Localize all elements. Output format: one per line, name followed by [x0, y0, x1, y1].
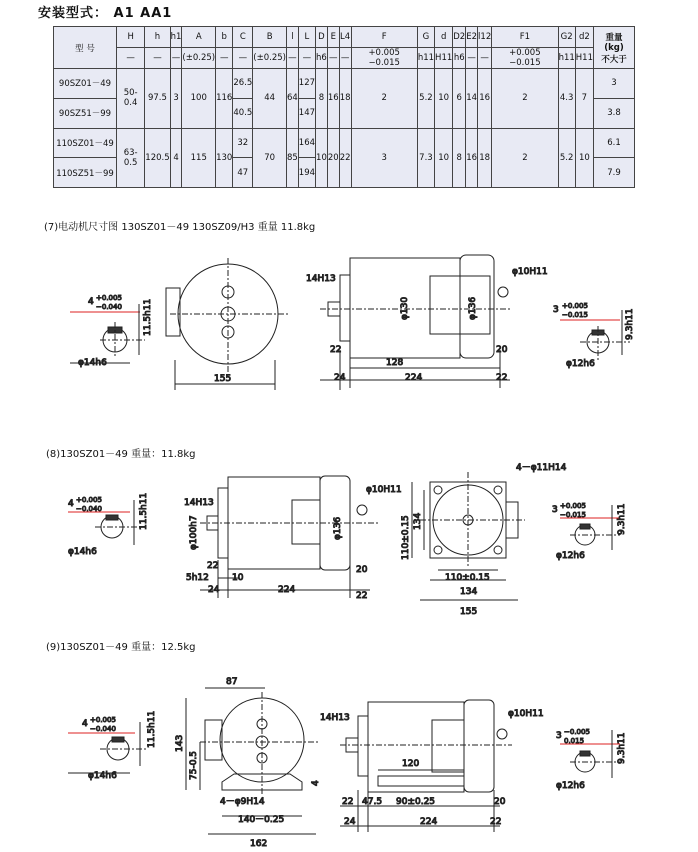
tol-cell: —	[327, 48, 339, 69]
s7-d20: 20	[496, 345, 508, 355]
col-header: d2	[575, 27, 593, 48]
data-cell: 20	[327, 128, 339, 188]
s8-r-tol2: −0.015	[560, 511, 586, 519]
s7-shaft-section	[70, 304, 145, 363]
col-header: d	[435, 27, 453, 48]
s9-key14: 14H13	[320, 713, 350, 723]
data-cell: 50-0.4	[117, 69, 145, 129]
tol-cell: —	[145, 48, 170, 69]
col-header: b	[216, 27, 233, 48]
s8-d155: 155	[460, 607, 478, 617]
data-cell: 3	[351, 128, 417, 188]
data-cell: 2	[351, 69, 417, 129]
data-cell: 18	[478, 128, 492, 188]
s8-r-key: 9.3h11	[617, 503, 627, 535]
s9-d224: 224	[420, 817, 438, 827]
s8-d100: φ100h7	[189, 515, 199, 550]
tol-cell: (±0.25)	[182, 48, 216, 69]
tol-cell: —	[478, 48, 492, 69]
s9-r-key: 9.3h11	[617, 732, 627, 764]
s8-d5: 5h12	[186, 573, 209, 583]
tol-cell: —	[233, 48, 253, 69]
s8-r-tol1: +0.005	[560, 502, 586, 510]
col-header: F	[351, 27, 417, 48]
s9-hole10: φ10H11	[508, 709, 544, 719]
s7-d-tol2: −0.040	[96, 303, 122, 311]
s7-r-tol2: −0.015	[562, 311, 588, 319]
s8-holes: 4－φ11H14	[516, 463, 567, 473]
s8-d-tol2: −0.040	[76, 505, 102, 513]
col-header: F1	[492, 27, 558, 48]
tol-cell: +0.005 −0.015	[492, 48, 558, 69]
s8-d22b: 22	[356, 591, 368, 601]
s9-d-tol1: +0.005	[90, 716, 116, 724]
s7-d-tol1: +0.005	[96, 294, 122, 302]
tol-cell: H11	[575, 48, 593, 69]
s8-d110h: 110±0.15	[445, 573, 490, 583]
model-cell: 110SZ51－99	[54, 158, 117, 188]
s8-d224: 224	[278, 585, 296, 595]
col-header: E	[327, 27, 339, 48]
s7-shaft: φ14h6	[78, 358, 107, 368]
s7-d224: 224	[405, 373, 423, 383]
data-cell: 10	[575, 128, 593, 188]
s8-shaft: φ14h6	[68, 547, 97, 557]
s7-d128: 128	[386, 358, 404, 368]
tol-cell: h11	[417, 48, 434, 69]
weight-cell: 3	[594, 69, 635, 99]
col-header: D	[316, 27, 328, 48]
data-cell: 7.3	[417, 128, 434, 188]
data-cell: 127	[298, 69, 315, 99]
data-cell: 8	[316, 69, 328, 129]
section7-heading: (7)电动机尺寸图 130SZ01－49 130SZ09/H3 重量 11.8kg	[44, 222, 316, 233]
s7-d130: φ130	[400, 296, 410, 320]
s9-d143: 143	[175, 734, 185, 752]
s7-r-key: 9.3h11	[625, 308, 635, 340]
s9-shaft: φ14h6	[88, 771, 117, 781]
model-cell: 90SZ51－99	[54, 98, 117, 128]
data-cell: 5.2	[558, 128, 575, 188]
col-header: A	[182, 27, 216, 48]
col-header: L4	[339, 27, 351, 48]
col-header: G	[417, 27, 434, 48]
tol-cell: H11	[435, 48, 453, 69]
s9-holes: 4－φ9H14	[220, 797, 265, 807]
s8-d-top: 4	[68, 499, 74, 509]
s8-d-tol1: +0.005	[76, 496, 102, 504]
tol-cell: —	[466, 48, 478, 69]
col-header: l12	[478, 27, 492, 48]
tol-cell: —	[170, 48, 182, 69]
tol-cell: h11	[558, 48, 575, 69]
s9-front-view	[186, 688, 320, 834]
s9-d24: 24	[344, 817, 356, 827]
s9-d20: 20	[494, 797, 506, 807]
col-header: L	[298, 27, 315, 48]
s9-d162: 162	[250, 839, 268, 849]
s9-r-tol1: −0.005	[564, 728, 590, 736]
s8-d20: 20	[356, 565, 368, 575]
s9-d120: 120	[402, 759, 420, 769]
s8-d22: 22	[207, 561, 219, 571]
data-cell: 63-0.5	[117, 128, 145, 188]
data-cell: 32	[233, 128, 253, 158]
s9-d4: 4	[311, 780, 321, 786]
s9-key-h: 11.5h11	[147, 710, 157, 748]
weight-cell: 7.9	[594, 158, 635, 188]
s8-hole10: φ10H11	[366, 485, 402, 495]
s8-d110v: 110±0.15	[401, 515, 411, 560]
tol-cell: —	[286, 48, 298, 69]
s8-side-view	[200, 476, 380, 598]
model-cell: 90SZ01－49	[54, 69, 117, 99]
data-cell: 4	[170, 128, 182, 188]
s7-r-top: 3	[553, 305, 559, 315]
data-cell: 64	[286, 69, 298, 129]
col-header: h1	[170, 27, 182, 48]
tol-cell: (±0.25)	[253, 48, 287, 69]
section9-heading: (9)130SZ01－49 重量：12.5kg	[46, 642, 196, 653]
s7-hole10: φ10H11	[512, 267, 548, 277]
data-cell: 47	[233, 158, 253, 188]
data-cell: 2	[492, 69, 558, 129]
data-cell: 5.2	[417, 69, 434, 129]
col-header: h	[145, 27, 170, 48]
data-cell: 16	[327, 69, 339, 129]
s8-r-top: 3	[552, 505, 558, 515]
s7-front-view	[166, 258, 290, 390]
s9-r-shaft: φ12h6	[556, 781, 585, 791]
data-cell: 115	[182, 128, 216, 188]
tol-cell: h6	[453, 48, 466, 69]
col-header: G2	[558, 27, 575, 48]
s7-key-h: 11.5h11	[143, 298, 153, 336]
data-cell: 97.5	[145, 69, 170, 129]
data-cell: 10	[316, 128, 328, 188]
data-cell: 130	[216, 128, 233, 188]
s8-d10: 10	[232, 573, 244, 583]
data-cell: 2	[492, 128, 558, 188]
s7-key14: 14H13	[306, 274, 336, 284]
data-cell: 7	[575, 69, 593, 129]
col-header: C	[233, 27, 253, 48]
data-cell: 26.5	[233, 69, 253, 99]
s8-r-shaft: φ12h6	[556, 551, 585, 561]
data-cell: 4.3	[558, 69, 575, 129]
weight-header: 重量 (kg) 不大于	[594, 27, 635, 69]
s9-d22b: 22	[490, 817, 502, 827]
s8-key-h: 11.5h11	[139, 492, 149, 530]
data-cell: 22	[339, 128, 351, 188]
weight-cell: 6.1	[594, 128, 635, 158]
col-header: B	[253, 27, 287, 48]
page-title: 安装型式： A1 AA1	[38, 6, 173, 21]
data-cell: 100	[182, 69, 216, 129]
data-cell: 44	[253, 69, 287, 129]
col-header: H	[117, 27, 145, 48]
model-cell: 110SZ01－49	[54, 128, 117, 158]
s9-r-tol2: 0.015	[564, 737, 585, 745]
data-cell: 120.5	[145, 128, 170, 188]
s7-d22a: 22	[330, 345, 342, 355]
data-cell: 6	[453, 69, 466, 129]
s8-d24: 24	[208, 585, 220, 595]
data-cell: 164	[298, 128, 315, 158]
data-cell: 70	[253, 128, 287, 188]
data-cell: 10	[435, 69, 453, 129]
s9-r-top: 3	[556, 731, 562, 741]
data-cell: 10	[435, 128, 453, 188]
s8-d134h: 134	[460, 587, 478, 597]
s9-d75: 75-0.5	[189, 750, 199, 780]
data-cell: 16	[466, 128, 478, 188]
s9-d22a: 22	[342, 797, 354, 807]
tol-cell: h6	[316, 48, 328, 69]
s9-d47: 47.5	[362, 797, 383, 807]
s7-d24: 24	[334, 373, 346, 383]
col-header: D2	[453, 27, 466, 48]
s7-r-shaft: φ12h6	[566, 359, 595, 369]
s8-d134v: 134	[413, 512, 423, 530]
tol-cell: —	[117, 48, 145, 69]
data-cell: 14	[466, 69, 478, 129]
model-header: 型 号	[54, 27, 117, 69]
data-cell: 40.5	[233, 98, 253, 128]
data-cell: 116	[216, 69, 233, 129]
s9-d90: 90±0.25	[396, 797, 436, 807]
col-header: E2	[466, 27, 478, 48]
tol-cell: —	[298, 48, 315, 69]
data-cell: 18	[339, 69, 351, 129]
col-header: l	[286, 27, 298, 48]
data-cell: 8	[453, 128, 466, 188]
s8-d136: φ136	[333, 516, 343, 540]
s7-side-view	[320, 255, 510, 390]
s7-d22b: 22	[496, 373, 508, 383]
s9-d-tol2: −0.040	[90, 725, 116, 733]
section8-heading: (8)130SZ01－49 重量：11.8kg	[46, 449, 196, 460]
tol-cell: —	[339, 48, 351, 69]
s7-r-tol1: +0.005	[562, 302, 588, 310]
s9-d87: 87	[226, 677, 238, 687]
data-cell: 147	[298, 98, 315, 128]
s7-w155: 155	[214, 374, 232, 384]
s7-d136: φ136	[468, 296, 478, 320]
s9-d140: 140－0.25	[238, 815, 285, 825]
data-cell: 85	[286, 128, 298, 188]
data-cell: 3	[170, 69, 182, 129]
s7-d-top: 4	[88, 297, 94, 307]
weight-cell: 3.8	[594, 98, 635, 128]
s9-side-view	[340, 700, 512, 832]
data-cell: 194	[298, 158, 315, 188]
s9-d-top: 4	[82, 719, 88, 729]
tol-cell: +0.005 −0.015	[351, 48, 417, 69]
tol-cell: —	[216, 48, 233, 69]
data-cell: 16	[478, 69, 492, 129]
s8-key14: 14H13	[184, 498, 214, 508]
